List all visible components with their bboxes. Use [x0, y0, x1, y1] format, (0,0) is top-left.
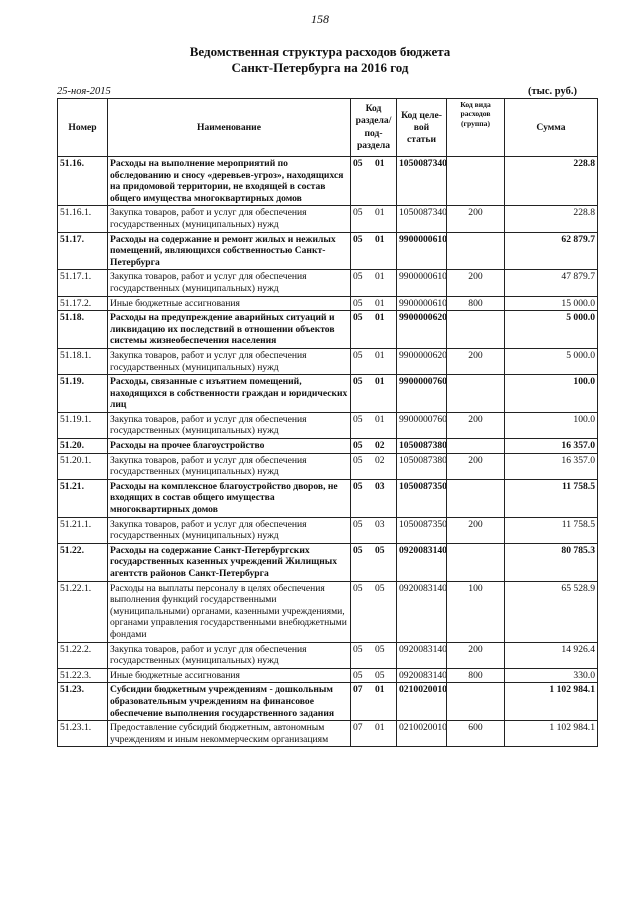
cell-name: Иные бюджетные ассигнования [108, 668, 351, 683]
cell-section [351, 232, 397, 270]
cell-name: Расходы на содержание Санкт-Петербургских государственных казенных учреждений Жилищных агентств районов Санкт-Петербурга [108, 543, 351, 581]
cell-type: 200 [447, 412, 505, 438]
subsection-code: 01 [375, 722, 385, 734]
table-row [58, 642, 598, 668]
cell-section [351, 642, 397, 668]
cell-section [351, 412, 397, 438]
cell-sum: 16 357.0 [505, 453, 598, 479]
table-row [58, 668, 598, 683]
cell-number: 51.17.1. [58, 270, 108, 296]
cell-article: 1050087340 [397, 157, 447, 206]
cell-sum: 330.0 [505, 668, 598, 683]
cell-type [447, 543, 505, 581]
section-code: 05 [353, 544, 363, 556]
cell-number: 51.18.1. [58, 348, 108, 374]
cell-number: 51.22.1. [58, 581, 108, 642]
cell-type [447, 479, 505, 517]
cell-name: Закупка товаров, работ и услуг для обеспечения государственных (муниципальных) нужд [108, 348, 351, 374]
table-row [58, 453, 598, 479]
title-line-2: Санкт-Петербурга на 2016 год [231, 60, 409, 75]
cell-name: Закупка товаров, работ и услуг для обеспечения государственных (муниципальных) нужд [108, 412, 351, 438]
cell-name: Закупка товаров, работ и услуг для обеспечения государственных (муниципальных) нужд [108, 206, 351, 232]
cell-type: 200 [447, 517, 505, 543]
cell-name: Предоставление субсидий бюджетным, автономным учреждениям и иным некоммерческим организациям [108, 721, 351, 747]
cell-sum: 80 785.3 [505, 543, 598, 581]
cell-number: 51.21. [58, 479, 108, 517]
cell-name: Закупка товаров, работ и услуг для обеспечения государственных (муниципальных) нужд [108, 517, 351, 543]
cell-sum: 11 758.5 [505, 517, 598, 543]
cell-type [447, 375, 505, 413]
header-section: Код раздела/ под-раздела [351, 99, 397, 157]
cell-name: Расходы на выполнение мероприятий по обследованию и сносу «деревьев-угроз», находящихся на придомовой территории, не входящей в состав общего имущества многоквартирных домов [108, 157, 351, 206]
header-type: Код вида расходов (группа) [447, 99, 505, 157]
cell-type: 200 [447, 348, 505, 374]
units-label: (тыс. руб.) [528, 86, 577, 97]
cell-article: 1050087380 [397, 439, 447, 454]
cell-name: Закупка товаров, работ и услуг для обеспечения государственных (муниципальных) нужд [108, 453, 351, 479]
cell-sum: 5 000.0 [505, 311, 598, 349]
cell-section [351, 453, 397, 479]
cell-number: 51.16. [58, 157, 108, 206]
cell-section [351, 296, 397, 311]
table-row [58, 721, 598, 747]
document-date: 25-ноя-2015 [57, 86, 111, 97]
cell-section [351, 543, 397, 581]
subsection-code: 01 [375, 413, 385, 425]
header-article: Код целе-вой статьи [397, 99, 447, 157]
cell-article: 0920083140 [397, 668, 447, 683]
cell-type [447, 439, 505, 454]
section-code: 05 [353, 158, 363, 169]
cell-article: 9900000760 [397, 412, 447, 438]
cell-sum: 65 528.9 [505, 581, 598, 642]
cell-name: Расходы, связанные с изъятием помещений, находящихся в собственности граждан и юридических лиц [108, 375, 351, 413]
cell-number: 51.18. [58, 311, 108, 349]
section-code: 05 [353, 643, 363, 655]
section-code: 05 [353, 454, 363, 466]
subsection-code: 01 [375, 376, 385, 388]
subsection-code: 05 [375, 582, 385, 594]
cell-sum: 5 000.0 [505, 348, 598, 374]
subsection-code: 05 [375, 544, 385, 556]
header-number: Номер [58, 99, 108, 157]
cell-number: 51.21.1. [58, 517, 108, 543]
cell-number: 51.22. [58, 543, 108, 581]
cell-number: 51.17.2. [58, 296, 108, 311]
cell-article: 9900000610 [397, 296, 447, 311]
cell-sum: 15 000.0 [505, 296, 598, 311]
budget-table [57, 98, 598, 747]
table-row [58, 479, 598, 517]
cell-number: 51.19.1. [58, 412, 108, 438]
section-code: 05 [353, 669, 363, 681]
section-code: 05 [353, 518, 363, 530]
cell-number: 51.23.1. [58, 721, 108, 747]
cell-article: 9900000610 [397, 232, 447, 270]
cell-type [447, 232, 505, 270]
cell-sum: 100.0 [505, 375, 598, 413]
section-code: 07 [353, 722, 363, 734]
table-row [58, 232, 598, 270]
table-row [58, 581, 598, 642]
cell-article: 0210020010 [397, 683, 447, 721]
table-row [58, 157, 598, 206]
cell-sum: 47 879.7 [505, 270, 598, 296]
subsection-code: 02 [375, 440, 385, 452]
cell-number: 51.19. [58, 375, 108, 413]
subsection-code: 03 [375, 518, 385, 530]
cell-name: Закупка товаров, работ и услуг для обеспечения государственных (муниципальных) нужд [108, 642, 351, 668]
table-row [58, 412, 598, 438]
cell-article: 1050087380 [397, 453, 447, 479]
cell-sum: 228.8 [505, 206, 598, 232]
cell-name: Расходы на прочее благоустройство [108, 439, 351, 454]
header-name: Наименование [108, 99, 351, 157]
cell-section [351, 157, 397, 206]
cell-name: Иные бюджетные ассигнования [108, 296, 351, 311]
section-code: 05 [353, 207, 363, 219]
cell-type: 200 [447, 206, 505, 232]
subsection-code: 01 [375, 349, 385, 361]
cell-type: 800 [447, 296, 505, 311]
section-code: 05 [353, 440, 363, 452]
cell-article: 9900000760 [397, 375, 447, 413]
subsection-code: 01 [375, 297, 385, 309]
table-row [58, 206, 598, 232]
cell-section [351, 517, 397, 543]
table-row [58, 311, 598, 349]
table-row [58, 296, 598, 311]
cell-name: Расходы на выплаты персоналу в целях обеспечения выполнения функций государственными (муниципальными) органами, казенными учреждениями, органами управления государственными внебюджетными фондами [108, 581, 351, 642]
cell-sum: 11 758.5 [505, 479, 598, 517]
cell-article: 9900000620 [397, 311, 447, 349]
cell-type: 600 [447, 721, 505, 747]
section-code: 05 [353, 271, 363, 283]
cell-article: 9900000610 [397, 270, 447, 296]
cell-sum: 16 357.0 [505, 439, 598, 454]
section-code: 05 [353, 413, 363, 425]
subsection-code: 01 [375, 271, 385, 283]
cell-section [351, 439, 397, 454]
cell-number: 51.16.1. [58, 206, 108, 232]
cell-sum: 62 879.7 [505, 232, 598, 270]
subsection-code: 01 [375, 233, 385, 245]
subsection-code: 01 [375, 158, 385, 169]
cell-section [351, 311, 397, 349]
subsection-code: 05 [375, 669, 385, 681]
cell-sum: 100.0 [505, 412, 598, 438]
cell-type: 200 [447, 642, 505, 668]
cell-number: 51.17. [58, 232, 108, 270]
cell-article: 1050087340 [397, 206, 447, 232]
cell-number: 51.23. [58, 683, 108, 721]
cell-article: 1050087350 [397, 517, 447, 543]
cell-type: 200 [447, 453, 505, 479]
cell-number: 51.22.2. [58, 642, 108, 668]
cell-number: 51.22.3. [58, 668, 108, 683]
cell-name: Субсидии бюджетным учреждениям - дошкольным образовательным учреждениям на финансовое обеспечение выполнения государственного задания [108, 683, 351, 721]
cell-section [351, 479, 397, 517]
header-sum: Сумма [505, 99, 598, 157]
table-row [58, 543, 598, 581]
section-code: 07 [353, 684, 363, 696]
cell-article: 0920083140 [397, 543, 447, 581]
section-code: 05 [353, 376, 363, 388]
table-row [58, 439, 598, 454]
cell-section [351, 375, 397, 413]
cell-sum: 228.8 [505, 157, 598, 206]
cell-sum: 1 102 984.1 [505, 721, 598, 747]
cell-type: 200 [447, 270, 505, 296]
cell-type: 800 [447, 668, 505, 683]
cell-number: 51.20. [58, 439, 108, 454]
cell-name: Закупка товаров, работ и услуг для обеспечения государственных (муниципальных) нужд [108, 270, 351, 296]
cell-section [351, 683, 397, 721]
cell-sum: 1 102 984.1 [505, 683, 598, 721]
section-code: 05 [353, 312, 363, 324]
cell-type: 100 [447, 581, 505, 642]
cell-type [447, 157, 505, 206]
table-row [58, 270, 598, 296]
section-code: 05 [353, 297, 363, 309]
cell-section [351, 270, 397, 296]
cell-name: Расходы на комплексное благоустройство дворов, не входящих в состав общего имущества многоквартирных домов [108, 479, 351, 517]
cell-type [447, 683, 505, 721]
cell-article: 0920083140 [397, 642, 447, 668]
title-line-1: Ведомственная структура расходов бюджета [189, 44, 451, 59]
cell-section [351, 206, 397, 232]
subsection-code: 01 [375, 684, 385, 696]
cell-article: 1050087350 [397, 479, 447, 517]
subsection-code: 01 [375, 312, 385, 324]
table-row [58, 683, 598, 721]
subsection-code: 05 [375, 643, 385, 655]
cell-type [447, 311, 505, 349]
subsection-code: 03 [375, 480, 385, 492]
cell-sum: 14 926.4 [505, 642, 598, 668]
table-row [58, 348, 598, 374]
page-number: 158 [311, 12, 329, 26]
section-code: 05 [353, 233, 363, 245]
document-title [0, 44, 640, 76]
subsection-code: 02 [375, 454, 385, 466]
cell-article: 0920083140 [397, 581, 447, 642]
cell-section [351, 721, 397, 747]
cell-section [351, 581, 397, 642]
cell-name: Расходы на содержание и ремонт жилых и нежилых помещений, являющихся собственностью Санкт-Петербурга [108, 232, 351, 270]
table-row [58, 375, 598, 413]
subsection-code: 01 [375, 207, 385, 219]
cell-section [351, 348, 397, 374]
cell-article: 9900000620 [397, 348, 447, 374]
section-code: 05 [353, 480, 363, 492]
section-code: 05 [353, 349, 363, 361]
cell-number: 51.20.1. [58, 453, 108, 479]
cell-section [351, 668, 397, 683]
table-row [58, 517, 598, 543]
cell-name: Расходы на предупреждение аварийных ситуаций и ликвидацию их последствий в отношении объектов системы жизнеобеспечения населения [108, 311, 351, 349]
cell-article: 0210020010 [397, 721, 447, 747]
section-code: 05 [353, 582, 363, 594]
